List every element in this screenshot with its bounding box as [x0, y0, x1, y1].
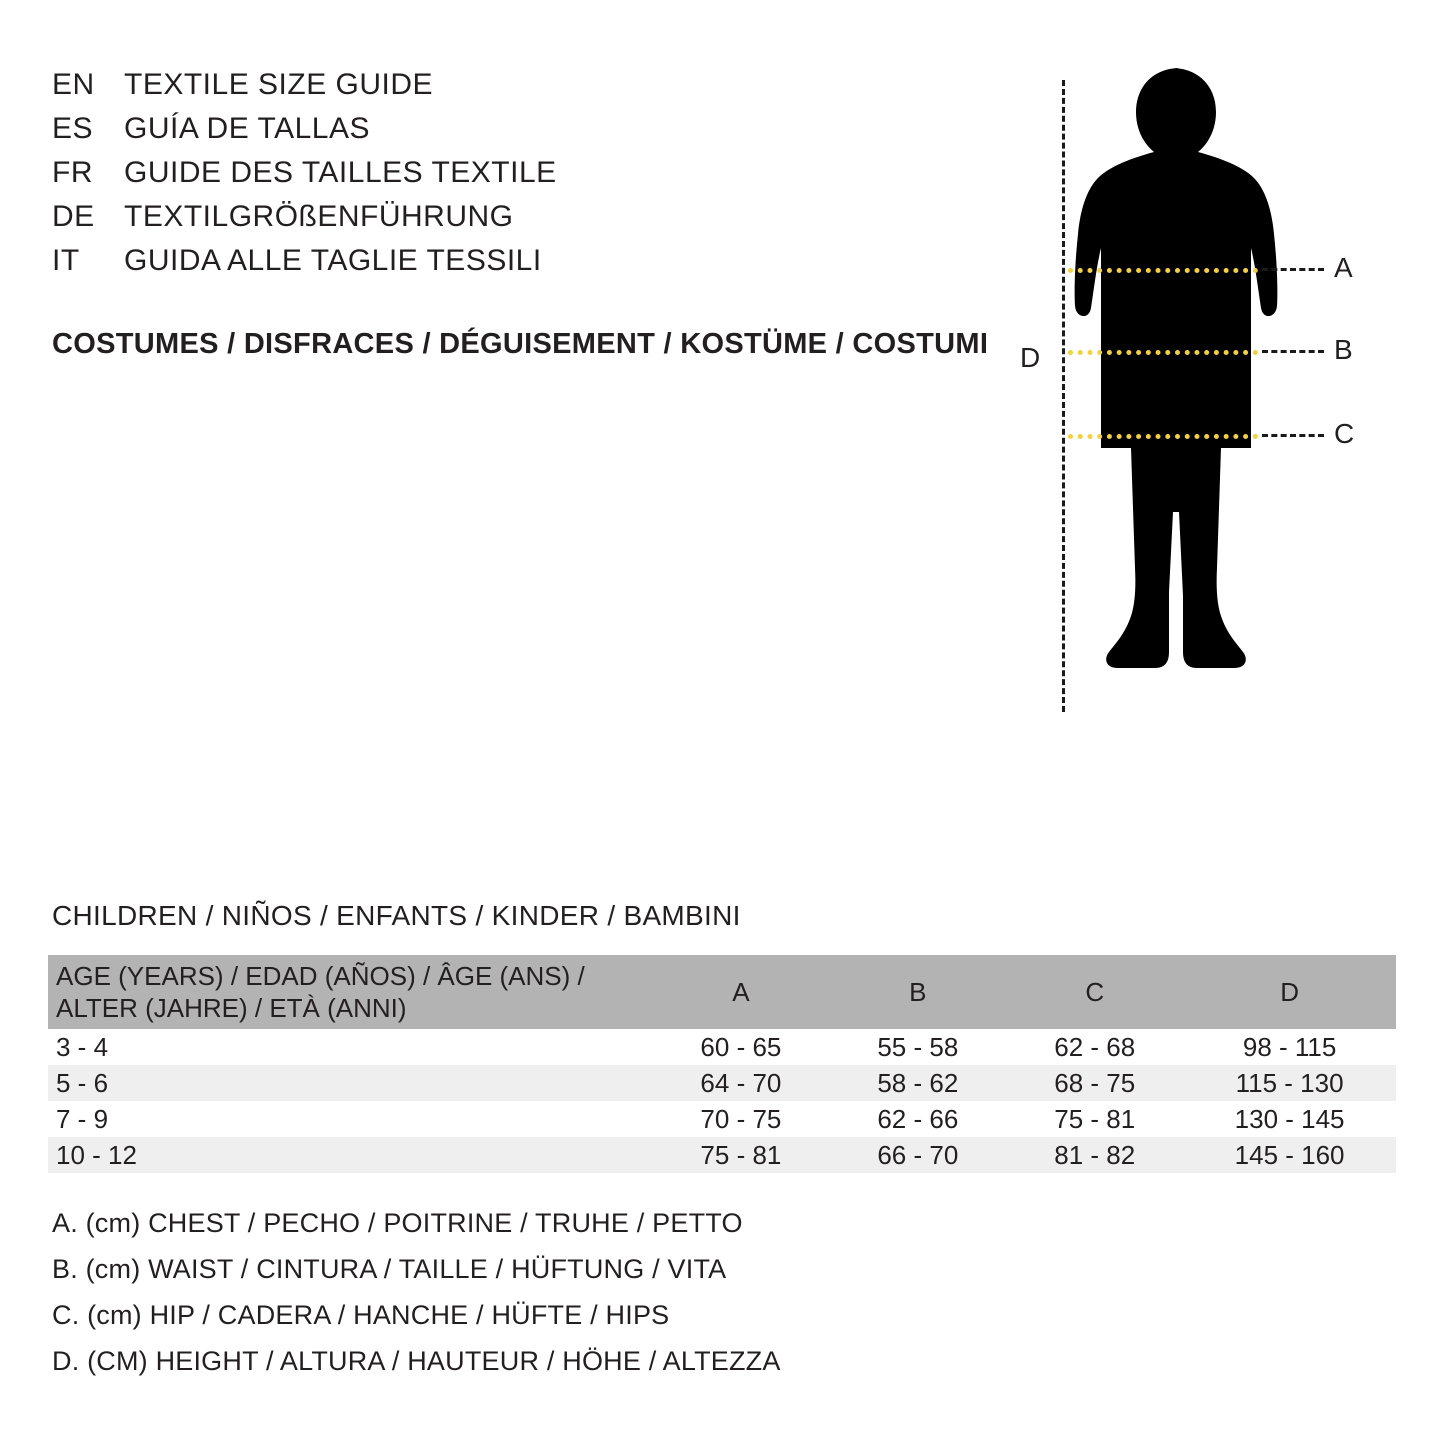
measurement-figure	[1000, 60, 1420, 720]
cell-a: 70 - 75	[652, 1101, 829, 1137]
table-header-row	[48, 955, 1396, 1029]
header-c: C	[1006, 955, 1183, 1029]
cell-age: 5 - 6	[48, 1065, 652, 1101]
cell-c: 62 - 68	[1006, 1029, 1183, 1065]
cell-d: 145 - 160	[1183, 1137, 1396, 1173]
table-row	[48, 1101, 1396, 1137]
table-row	[48, 1065, 1396, 1101]
header-d: D	[1183, 955, 1396, 1029]
language-code: DE	[52, 200, 95, 233]
cell-d: 130 - 145	[1183, 1101, 1396, 1137]
cell-c: 81 - 82	[1006, 1137, 1183, 1173]
figure-label-b: B	[1334, 334, 1353, 365]
cell-a: 75 - 81	[652, 1137, 829, 1173]
legend-item-c: C. (cm) HIP / CADERA / HANCHE / HÜFTE / HIPS	[52, 1300, 670, 1330]
language-row	[52, 244, 1002, 288]
language-code: ES	[52, 112, 94, 145]
table-row	[48, 1029, 1396, 1065]
cell-c: 75 - 81	[1006, 1101, 1183, 1137]
page-title: COSTUMES / DISFRACES / DÉGUISEMENT / KOSTÜME / COSTUMI	[52, 328, 989, 360]
waist-measure-line	[1068, 350, 1258, 355]
legend-item-a: A. (cm) CHEST / PECHO / POITRINE / TRUHE / PETTO	[52, 1208, 743, 1238]
language-list	[52, 68, 1002, 288]
header-age-line1: AGE (YEARS) / EDAD (AÑOS) / ÂGE (ANS) /	[56, 960, 585, 991]
language-text: GUIDE DES TAILLES TEXTILE	[124, 156, 557, 189]
hip-measure-line	[1068, 434, 1258, 439]
language-text: TEXTILGRÖßENFÜHRUNG	[124, 200, 514, 233]
hip-leader-line	[1262, 434, 1324, 437]
language-code: FR	[52, 156, 93, 189]
language-text: GUIDA ALLE TAGLIE TESSILI	[124, 244, 542, 277]
cell-b: 66 - 70	[829, 1137, 1006, 1173]
language-code: IT	[52, 244, 80, 277]
header-b: B	[829, 955, 1006, 1029]
table-row	[48, 1137, 1396, 1173]
cell-b: 58 - 62	[829, 1065, 1006, 1101]
language-row	[52, 200, 1002, 244]
language-code: EN	[52, 68, 95, 101]
cell-d: 115 - 130	[1183, 1065, 1396, 1101]
figure-label-a: A	[1334, 252, 1353, 283]
language-row	[52, 112, 1002, 156]
cell-b: 62 - 66	[829, 1101, 1006, 1137]
cell-age: 7 - 9	[48, 1101, 652, 1137]
language-text: TEXTILE SIZE GUIDE	[124, 68, 434, 101]
waist-leader-line	[1262, 350, 1324, 353]
table-caption: CHILDREN / NIÑOS / ENFANTS / KINDER / BAMBINI	[52, 900, 741, 931]
header-age-line2: ALTER (JAHRE) / ETÀ (ANNI)	[56, 993, 407, 1023]
legend-item-b: B. (cm) WAIST / CINTURA / TAILLE / HÜFTUNG / VITA	[52, 1254, 727, 1284]
cell-age: 3 - 4	[48, 1029, 652, 1065]
language-row	[52, 156, 1002, 200]
child-silhouette-icon	[1060, 60, 1300, 710]
chest-leader-line	[1262, 268, 1324, 271]
chest-measure-line	[1068, 268, 1258, 273]
figure-label-d: D	[1020, 342, 1041, 373]
cell-a: 64 - 70	[652, 1065, 829, 1101]
figure-label-c: C	[1334, 418, 1355, 449]
language-text: GUÍA DE TALLAS	[124, 112, 370, 145]
size-table	[48, 955, 1396, 1173]
header-age	[48, 955, 652, 1029]
language-row	[52, 68, 1002, 112]
legend-item-d: D. (CM) HEIGHT / ALTURA / HAUTEUR / HÖHE / ALTEZZA	[52, 1346, 781, 1376]
cell-a: 60 - 65	[652, 1029, 829, 1065]
measurement-legend	[52, 1200, 781, 1384]
header-a: A	[652, 955, 829, 1029]
cell-c: 68 - 75	[1006, 1065, 1183, 1101]
cell-age: 10 - 12	[48, 1137, 652, 1173]
cell-d: 98 - 115	[1183, 1029, 1396, 1065]
cell-b: 55 - 58	[829, 1029, 1006, 1065]
